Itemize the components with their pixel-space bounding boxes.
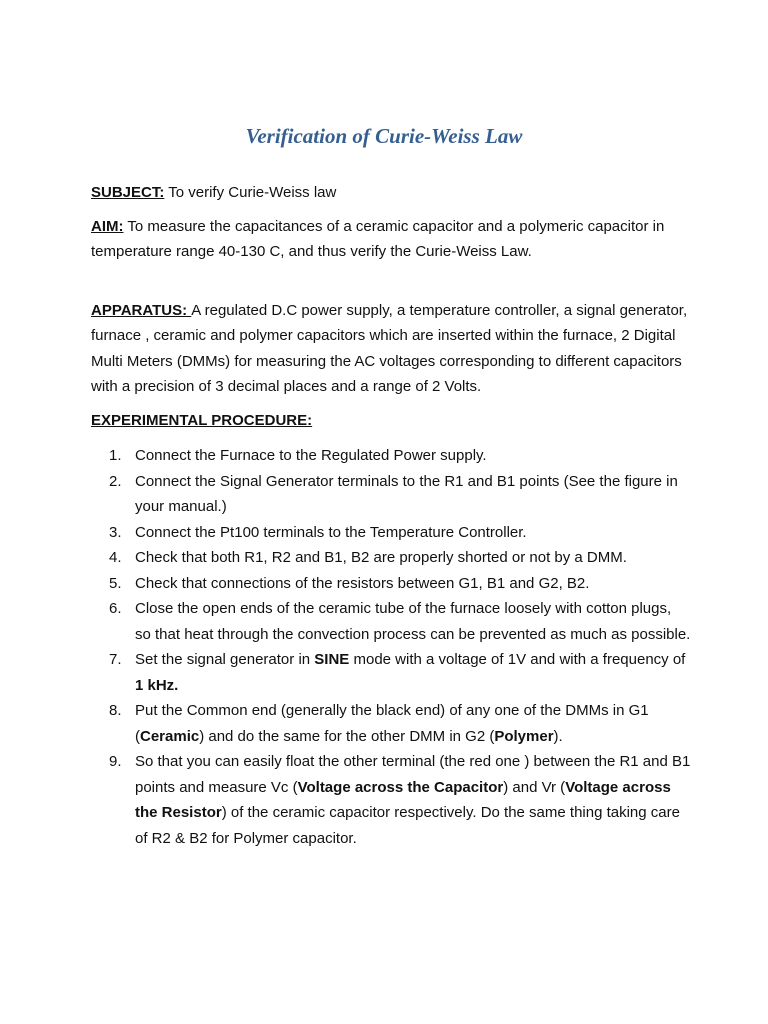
step-number: 5. xyxy=(109,574,122,592)
step-text: ) and do the same for the other DMM in G2 ( xyxy=(199,727,495,745)
step-number: 6. xyxy=(109,600,122,617)
step-emphasis-text: Voltage across the Resistor xyxy=(135,778,671,821)
apparatus-label: APPARATUS: xyxy=(91,301,192,319)
procedure-step xyxy=(91,469,691,520)
procedure-step xyxy=(91,647,691,698)
procedure-step xyxy=(91,571,691,597)
step-text: So that you can easily float the other terminal (the red one ) between the R1 and B1 points and measure Vc ( xyxy=(135,753,691,796)
procedure-heading: EXPERIMENTAL PROCEDURE: xyxy=(91,411,313,429)
step-number: 9. xyxy=(109,753,122,770)
step-number: 3. xyxy=(109,523,122,541)
subject-paragraph xyxy=(91,180,691,206)
step-emphasis-text: Polymer xyxy=(494,727,554,745)
step-text: Connect the Furnace to the Regulated Power supply. xyxy=(135,447,487,464)
step-text: Set the signal generator in xyxy=(135,651,315,668)
step-emphasis-text: 1 kHz. xyxy=(135,676,179,694)
step-text: Connect the Signal Generator terminals to the R1 and B1 points (See the figure in your manual.) xyxy=(135,472,678,515)
aim-text: To measure the capacitances of a ceramic capacitor and a polymeric capacitor in temperature range 40-130 C, and thus verify the Curie-Weiss Law. xyxy=(91,217,665,260)
subject-label: SUBJECT: xyxy=(91,184,165,201)
step-emphasis-text: Voltage across the Capacitor xyxy=(297,778,504,796)
procedure-steps-list xyxy=(91,443,691,851)
subject-text: To verify Curie-Weiss law xyxy=(164,184,337,201)
procedure-step xyxy=(91,520,691,546)
apparatus-paragraph xyxy=(91,298,691,400)
step-text: mode with a voltage of 1V and with a frequency of xyxy=(349,651,686,668)
step-text: ) and Vr ( xyxy=(503,778,566,796)
step-number: 2. xyxy=(109,472,122,490)
step-text: Put the Common end (generally the black end) of any one of the DMMs in G1 ( xyxy=(135,702,649,745)
step-text: ) of the ceramic capacitor respectively. Do the same thing taking care of R2 & B2 for Polymer capacitor. xyxy=(135,804,680,847)
step-number: 8. xyxy=(109,702,122,719)
step-number: 7. xyxy=(109,651,122,668)
procedure-step xyxy=(91,443,691,469)
aim-paragraph xyxy=(91,214,691,265)
step-emphasis-text: Ceramic xyxy=(140,727,200,745)
step-text: Connect the Pt100 terminals to the Temperature Controller. xyxy=(135,523,527,541)
page-title: Verification of Curie-Weiss Law xyxy=(245,124,523,148)
step-text: Check that both R1, R2 and B1, B2 are properly shorted or not by a DMM. xyxy=(135,549,627,566)
aim-label: AIM: xyxy=(91,217,124,235)
step-number: 1. xyxy=(109,447,122,464)
document-body xyxy=(91,180,691,851)
step-emphasis-text: SINE xyxy=(314,651,350,668)
step-number: 4. xyxy=(109,549,122,566)
step-text: Check that connections of the resistors between G1, B1 and G2, B2. xyxy=(135,574,590,592)
step-text: ). xyxy=(553,727,563,745)
step-text: Close the open ends of the ceramic tube of the furnace loosely with cotton plugs, so that heat through the convection process can be prevented as much as possible. xyxy=(135,600,691,643)
apparatus-text: A regulated D.C power supply, a temperature controller, a signal generator, furnace , ceramic and polymer capacitors which are inserted within the furnace, 2 Digital Multi Meters (DMMs) for measuring the AC voltages corresponding to different capacitors with a precision of 3 decimal places and a range of 2 Volts. xyxy=(91,301,688,395)
procedure-step xyxy=(91,749,691,851)
procedure-step xyxy=(91,698,691,749)
procedure-step xyxy=(91,545,691,571)
procedure-step xyxy=(91,596,691,647)
